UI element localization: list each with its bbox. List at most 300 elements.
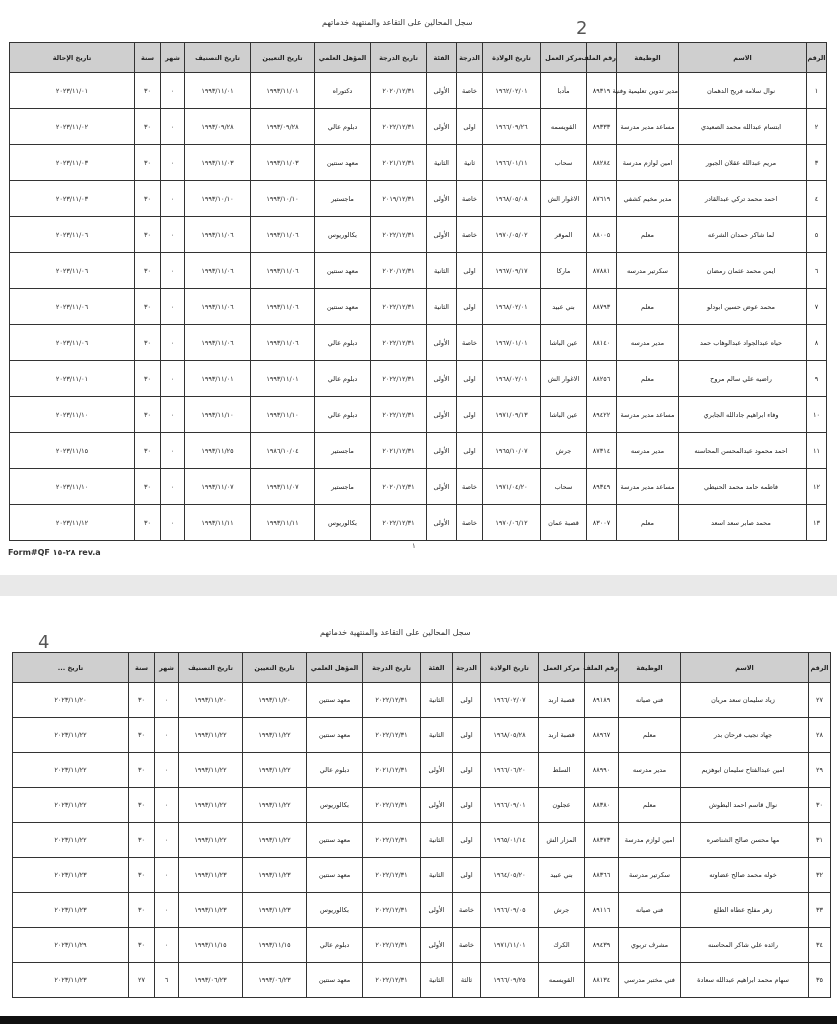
cell-file-number: ٨٩٤٣٩: [585, 928, 619, 963]
cell-retirement-date: ٢٠٢٣/١١/٠٣: [10, 145, 135, 181]
cell-grade-date: ٢٠٢٢/١٢/٣١: [371, 361, 427, 397]
cell-retirement-date: ٢٠٢٣/١١/٢٢: [13, 753, 129, 788]
cell-grade: اولى: [453, 823, 481, 858]
cell-name: محمد عوض حسين ابودلو: [679, 289, 807, 325]
cell-classification-date: ١٩٩٣/١١/٢٠: [179, 683, 243, 718]
cell-qualification: معهد سنتين: [307, 963, 363, 998]
cell-job-title: سكرتير مدرسة: [619, 858, 681, 893]
cell-appointment-date: ١٩٩٣/١١/٠٧: [251, 469, 315, 505]
cell-qualification: معهد سنتين: [307, 858, 363, 893]
cell-appointment-date: ١٩٩٣/١١/٠٦: [251, 289, 315, 325]
cell-retirement-date: ٢٠٢٣/١١/٢٣: [13, 858, 129, 893]
column-header-years: سنة: [135, 43, 161, 73]
page-number: ١: [412, 542, 416, 550]
cell-grade-date: ٢٠٢١/١٢/٣١: [371, 433, 427, 469]
cell-classification-date: ١٩٩٣/١١/٠١: [185, 361, 251, 397]
column-header-months: شهر: [155, 653, 179, 683]
cell-retirement-date: ٢٠٢٣/١١/٠٦: [10, 217, 135, 253]
cell-category: الأولى: [427, 433, 457, 469]
cell-months: ٠: [155, 788, 179, 823]
cell-grade: خاصة: [457, 469, 483, 505]
cell-qualification: معهد سنتين: [307, 718, 363, 753]
cell-name: زهر مفلح عطاه الطلع: [681, 893, 809, 928]
cell-qualification: بكالوريوس: [315, 505, 371, 541]
cell-qualification: معهد سنتين: [315, 145, 371, 181]
cell-retirement-date: ٢٠٢٣/١١/٢٢: [13, 718, 129, 753]
cell-qualification: ماجستير: [315, 469, 371, 505]
cell-classification-date: ١٩٩٣/١١/٢٢: [179, 788, 243, 823]
column-header-number: الرقم: [809, 653, 831, 683]
cell-classification-date: ١٩٩٣/١١/٠٦: [185, 217, 251, 253]
cell-retirement-date: ٢٠٢٣/١١/١٠: [10, 469, 135, 505]
cell-years: ٣٠: [129, 788, 155, 823]
cell-appointment-date: ١٩٩٣/١١/٠٦: [251, 325, 315, 361]
cell-work-center: جرش: [541, 433, 587, 469]
cell-file-number: ٨٩١٨٩: [585, 683, 619, 718]
cell-work-center: ماركا: [541, 253, 587, 289]
cell-grade: اولى: [457, 361, 483, 397]
cell-appointment-date: ١٩٩٣/١١/٢٢: [243, 823, 307, 858]
table-row: [13, 858, 831, 893]
cell-number: ١٢: [807, 469, 827, 505]
cell-name: لما شاكر حمدان الشرعه: [679, 217, 807, 253]
cell-work-center: بني عبيد: [539, 858, 585, 893]
cell-appointment-date: ١٩٩٣/١١/٠١: [251, 361, 315, 397]
table-row: [10, 325, 827, 361]
cell-file-number: ٨٨٩٩٠: [585, 753, 619, 788]
cell-number: ٢٩: [809, 753, 831, 788]
cell-months: ٠: [161, 181, 185, 217]
cell-grade-date: ٢٠٢٢/١٢/٣١: [363, 788, 421, 823]
cell-classification-date: ١٩٩٣/١١/٠٦: [185, 289, 251, 325]
cell-job-title: مدير تدوين تعليمية وفنية: [617, 73, 679, 109]
cell-years: ٣٠: [135, 325, 161, 361]
cell-appointment-date: ١٩٩٣/١١/٠١: [251, 73, 315, 109]
cell-job-title: امين لوازم مدرسة: [619, 823, 681, 858]
cell-job-title: معلم: [617, 217, 679, 253]
cell-months: ٠: [155, 718, 179, 753]
cell-appointment-date: ١٩٩٣/١١/١٥: [243, 928, 307, 963]
cell-grade: اولى: [453, 788, 481, 823]
cell-classification-date: ١٩٩٣/٠٦/٢٣: [179, 963, 243, 998]
cell-name: فاطمه حامد محمد الحنيطي: [679, 469, 807, 505]
cell-file-number: ٨٧٣١٤: [587, 433, 617, 469]
cell-birth-date: ١٩٧١/٠٤/٢٠: [483, 469, 541, 505]
cell-appointment-date: ١٩٩٣/١١/٢٢: [243, 788, 307, 823]
cell-appointment-date: ١٩٩٣/١٠/١٠: [251, 181, 315, 217]
cell-appointment-date: ١٩٩٣/١١/٢٣: [243, 858, 307, 893]
cell-file-number: ٨٨٢٨٤: [587, 145, 617, 181]
cell-appointment-date: ١٩٩٣/١١/٢٠: [243, 683, 307, 718]
cell-classification-date: ١٩٩٣/١١/٢٣: [179, 858, 243, 893]
cell-job-title: مساعد مدير مدرسة: [617, 397, 679, 433]
page-1-handwritten-mark: 2: [576, 18, 588, 39]
cell-work-center: عجلون: [539, 788, 585, 823]
cell-category: الأولى: [421, 928, 453, 963]
cell-years: ٣٠: [129, 753, 155, 788]
cell-work-center: القويسمه: [541, 109, 587, 145]
cell-qualification: ماجستير: [315, 181, 371, 217]
cell-birth-date: ١٩٧١/٠٩/١٣: [483, 397, 541, 433]
cell-birth-date: ١٩٦٦/٠٦/٢٠: [481, 753, 539, 788]
cell-category: الثانية: [427, 289, 457, 325]
cell-category: الثانية: [421, 718, 453, 753]
cell-work-center: السلط: [539, 753, 585, 788]
cell-number: ٥: [807, 217, 827, 253]
cell-classification-date: ١٩٩٣/١١/٢٢: [179, 718, 243, 753]
table-row: [13, 683, 831, 718]
table-row: [10, 289, 827, 325]
cell-grade-date: ٢٠٢٠/١٢/٣١: [371, 73, 427, 109]
column-header-category: الفئة: [421, 653, 453, 683]
cell-months: ٠: [161, 289, 185, 325]
column-header-classification-date: تاريخ التصنيف: [179, 653, 243, 683]
cell-file-number: ٨٨٣٦٦: [585, 858, 619, 893]
cell-work-center: قصبة اربد: [539, 718, 585, 753]
cell-grade-date: ٢٠٢٢/١٢/٣١: [363, 893, 421, 928]
cell-job-title: مدير مخيم كشفي: [617, 181, 679, 217]
cell-retirement-date: ٢٠٢٣/١١/٠٦: [10, 253, 135, 289]
column-header-work-center: مركز العمل: [539, 653, 585, 683]
cell-months: ٠: [161, 109, 185, 145]
cell-grade-date: ٢٠٢٠/١٢/٣١: [371, 253, 427, 289]
column-header-birth-date: تاريخ الولادة: [481, 653, 539, 683]
cell-category: الأولى: [427, 505, 457, 541]
cell-grade-date: ٢٠٢٢/١٢/٣١: [371, 325, 427, 361]
cell-file-number: ٨٩١١٦: [585, 893, 619, 928]
cell-qualification: دبلوم عالي: [315, 361, 371, 397]
cell-birth-date: ١٩٦٤/٠٥/٢٠: [481, 858, 539, 893]
cell-name: سهام محمد ابراهيم عبدالله سعادة: [681, 963, 809, 998]
cell-retirement-date: ٢٠٢٣/١١/٢٠: [13, 683, 129, 718]
cell-months: ٠: [161, 433, 185, 469]
cell-birth-date: ١٩٧٠/٠٦/١٢: [483, 505, 541, 541]
table-header-row: [13, 653, 831, 683]
cell-number: ١: [807, 73, 827, 109]
column-header-retirement-date: تاريخ الإحالة: [10, 43, 135, 73]
cell-appointment-date: ١٩٩٣/١١/٢٢: [243, 753, 307, 788]
column-header-job-title: الوظيفة: [617, 43, 679, 73]
cell-classification-date: ١٩٩٣/١١/٠٦: [185, 325, 251, 361]
cell-years: ٣٠: [135, 289, 161, 325]
cell-job-title: معلم: [617, 289, 679, 325]
cell-grade: اولى: [457, 253, 483, 289]
cell-job-title: مشرف تربوي: [619, 928, 681, 963]
cell-file-number: ٨٨٩٦٧: [585, 718, 619, 753]
cell-number: ١١: [807, 433, 827, 469]
cell-work-center: سحاب: [541, 145, 587, 181]
cell-grade-date: ٢٠٢٢/١٢/٣١: [363, 683, 421, 718]
cell-number: ٣٣: [809, 893, 831, 928]
cell-classification-date: ١٩٩٣/١١/١١: [185, 505, 251, 541]
table-row: [10, 397, 827, 433]
cell-appointment-date: ١٩٩٣/١١/٠٦: [251, 217, 315, 253]
cell-birth-date: ١٩٦٨/٠٥/٢٨: [481, 718, 539, 753]
cell-classification-date: ١٩٩٣/١١/١٠: [185, 397, 251, 433]
cell-birth-date: ١٩٦٨/٠٢/٠١: [483, 361, 541, 397]
cell-years: ٣٠: [129, 718, 155, 753]
retirees-table-2: [12, 652, 831, 998]
cell-name: احمد محمد تركي عبدالقادر: [679, 181, 807, 217]
cell-classification-date: ١٩٩٣/٠٩/٢٨: [185, 109, 251, 145]
cell-name: نوال قاسم احمد البطوش: [681, 788, 809, 823]
cell-category: الثانية: [427, 253, 457, 289]
cell-appointment-date: ١٩٩٣/١١/٢٢: [243, 718, 307, 753]
cell-months: ٠: [161, 397, 185, 433]
cell-grade: اولى: [457, 397, 483, 433]
cell-appointment-date: ١٩٩٣/١١/٠٣: [251, 145, 315, 181]
column-header-work-center: مركز العمل: [541, 43, 587, 73]
cell-grade: اولى: [457, 109, 483, 145]
cell-qualification: دبلوم عالي: [315, 325, 371, 361]
column-header-retirement-date: تاريخ ...: [13, 653, 129, 683]
cell-work-center: الموقر: [541, 217, 587, 253]
cell-birth-date: ١٩٦٦/٠٩/٢٥: [481, 963, 539, 998]
cell-job-title: معلم: [617, 361, 679, 397]
cell-years: ٣٠: [135, 505, 161, 541]
cell-work-center: المزار الش: [539, 823, 585, 858]
cell-number: ٩: [807, 361, 827, 397]
cell-retirement-date: ٢٠٢٣/١١/٢٣: [13, 963, 129, 998]
cell-name: خوله محمد صالح عضاوته: [681, 858, 809, 893]
cell-appointment-date: ١٩٩٣/١١/٠٦: [251, 253, 315, 289]
cell-grade: اولى: [453, 718, 481, 753]
cell-birth-date: ١٩٦٦/٠١/١١: [483, 145, 541, 181]
cell-years: ٣٠: [135, 253, 161, 289]
column-header-name: الاسم: [679, 43, 807, 73]
table-row: [10, 253, 827, 289]
cell-grade-date: ٢٠٢٠/١٢/٣١: [371, 469, 427, 505]
column-header-birth-date: تاريخ الولادة: [483, 43, 541, 73]
cell-name: نوال سلامه فريح الدهمان: [679, 73, 807, 109]
cell-work-center: جرش: [539, 893, 585, 928]
cell-retirement-date: ٢٠٢٣/١١/١٠: [10, 397, 135, 433]
cell-years: ٣٠: [135, 217, 161, 253]
column-header-grade-date: تاريخ الدرجة: [363, 653, 421, 683]
cell-name: مريم عبدالله عقلان الجبور: [679, 145, 807, 181]
table-row: [10, 505, 827, 541]
cell-file-number: ٨٧٦١٩: [587, 181, 617, 217]
table-row: [10, 433, 827, 469]
cell-retirement-date: ٢٠٢٣/١١/٠١: [10, 73, 135, 109]
cell-job-title: مساعد مدير مدرسة: [617, 469, 679, 505]
cell-months: ٠: [155, 753, 179, 788]
cell-grade: خاصة: [453, 893, 481, 928]
cell-years: ٣٠: [135, 145, 161, 181]
cell-classification-date: ١٩٩٣/١١/٢٥: [185, 433, 251, 469]
cell-birth-date: ١٩٦٧/٠١/٠١: [483, 325, 541, 361]
cell-grade-date: ٢٠٢٢/١٢/٣١: [371, 217, 427, 253]
cell-job-title: امين لوازم مدرسة: [617, 145, 679, 181]
cell-months: ٠: [161, 361, 185, 397]
cell-qualification: بكالوريوس: [315, 217, 371, 253]
cell-category: الثانية: [427, 145, 457, 181]
cell-job-title: مدير مدرسه: [619, 753, 681, 788]
cell-file-number: ٨٩٣٣٣: [587, 109, 617, 145]
table-row: [13, 928, 831, 963]
cell-job-title: معلم: [619, 718, 681, 753]
cell-birth-date: ١٩٦٦/٠٩/٠٥: [481, 893, 539, 928]
table-row: [13, 753, 831, 788]
cell-qualification: ماجستير: [315, 433, 371, 469]
cell-classification-date: ١٩٩٣/١١/٠٧: [185, 469, 251, 505]
cell-months: ٠: [161, 253, 185, 289]
cell-qualification: معهد سنتين: [307, 823, 363, 858]
cell-retirement-date: ٢٠٢٣/١١/٢٣: [13, 893, 129, 928]
cell-grade-date: ٢٠٢٢/١٢/٣١: [363, 823, 421, 858]
cell-name: رائده علي شاكر المحاسنه: [681, 928, 809, 963]
cell-qualification: دبلوم عالي: [307, 753, 363, 788]
cell-years: ٢٧: [129, 963, 155, 998]
cell-retirement-date: ٢٠٢٣/١١/٠١: [10, 361, 135, 397]
cell-name: وفاء ابراهيم جادالله الجابري: [679, 397, 807, 433]
column-header-months: شهر: [161, 43, 185, 73]
cell-birth-date: ١٩٦٦/٠٩/٠١: [481, 788, 539, 823]
table-row: [10, 217, 827, 253]
cell-years: ٣٠: [135, 73, 161, 109]
table-row: [13, 788, 831, 823]
column-header-appointment-date: تاريخ التعيين: [243, 653, 307, 683]
cell-months: ٠: [161, 505, 185, 541]
cell-category: الثانية: [421, 963, 453, 998]
cell-work-center: قصبة عمان: [541, 505, 587, 541]
cell-category: الأولى: [427, 73, 457, 109]
table-row: [13, 893, 831, 928]
cell-category: الأولى: [427, 325, 457, 361]
cell-job-title: مساعد مدير مدرسة: [617, 109, 679, 145]
column-header-years: سنة: [129, 653, 155, 683]
cell-months: ٠: [161, 73, 185, 109]
cell-number: ١٠: [807, 397, 827, 433]
cell-number: ٨: [807, 325, 827, 361]
form-code: Form#QF ٢٨-١٥ rev.a: [8, 548, 101, 557]
cell-work-center: عين الباشا: [541, 397, 587, 433]
cell-work-center: بني عبيد: [541, 289, 587, 325]
cell-category: الأولى: [427, 397, 457, 433]
cell-job-title: فني صيانه: [619, 893, 681, 928]
cell-retirement-date: ٢٠٢٣/١١/٠٦: [10, 325, 135, 361]
cell-number: ٣٥: [809, 963, 831, 998]
page-2-handwritten-mark: 4: [38, 632, 50, 653]
column-header-classification-date: تاريخ التصنيف: [185, 43, 251, 73]
cell-category: الأولى: [427, 109, 457, 145]
cell-work-center: مأدبا: [541, 73, 587, 109]
cell-grade-date: ٢٠١٩/١٢/٣١: [371, 181, 427, 217]
cell-category: الثانية: [421, 823, 453, 858]
cell-appointment-date: ١٩٩٣/١١/١٠: [251, 397, 315, 433]
cell-birth-date: ١٩٦٨/٠٢/٠١: [483, 289, 541, 325]
cell-name: امين عبدالفتاح سليمان ابوهزيم: [681, 753, 809, 788]
cell-years: ٣٠: [135, 433, 161, 469]
cell-category: الأولى: [421, 788, 453, 823]
cell-years: ٣٠: [135, 361, 161, 397]
cell-grade: ثانية: [457, 145, 483, 181]
cell-job-title: فني صيانه: [619, 683, 681, 718]
cell-file-number: ٨٩٤٢٢: [587, 397, 617, 433]
table-row: [13, 718, 831, 753]
cell-work-center: القويسمه: [539, 963, 585, 998]
cell-work-center: قصبة اربد: [539, 683, 585, 718]
cell-category: الأولى: [427, 469, 457, 505]
cell-grade-date: ٢٠٢٢/١٢/٣١: [371, 289, 427, 325]
cell-grade: اولى: [453, 858, 481, 893]
table-row: [13, 823, 831, 858]
cell-file-number: ٨٧٨٨١: [587, 253, 617, 289]
cell-retirement-date: ٢٠٢٣/١١/١٢: [10, 505, 135, 541]
cell-grade: خاصة: [457, 325, 483, 361]
table-row: [10, 109, 827, 145]
cell-category: الأولى: [421, 893, 453, 928]
cell-job-title: مدير مدرسه: [617, 325, 679, 361]
cell-months: ٠: [155, 683, 179, 718]
cell-file-number: ٨٨١٣٤: [585, 963, 619, 998]
cell-birth-date: ١٩٦٦/٠٢/٠٧: [481, 683, 539, 718]
cell-years: ٣٠: [129, 928, 155, 963]
cell-birth-date: ١٩٦٥/٠١/١٤: [481, 823, 539, 858]
cell-name: ابتسام عبدالله محمد الصعيدي: [679, 109, 807, 145]
cell-work-center: الكرك: [539, 928, 585, 963]
cell-retirement-date: ٢٠٢٣/١١/١٥: [10, 433, 135, 469]
cell-months: ٠: [155, 893, 179, 928]
page-separator: [0, 575, 837, 596]
cell-number: ٣١: [809, 823, 831, 858]
cell-category: الأولى: [427, 217, 457, 253]
cell-birth-date: ١٩٦٥/١٠/٠٧: [483, 433, 541, 469]
cell-grade-date: ٢٠٢٢/١٢/٣١: [371, 109, 427, 145]
column-header-number: الرقم: [807, 43, 827, 73]
cell-file-number: ٨٨١٤٠: [587, 325, 617, 361]
cell-qualification: بكالوريوس: [307, 893, 363, 928]
cell-classification-date: ١٩٩٣/١١/٢٢: [179, 753, 243, 788]
cell-months: ٠: [161, 325, 185, 361]
cell-classification-date: ١٩٩٣/١١/٠١: [185, 73, 251, 109]
cell-category: الأولى: [427, 361, 457, 397]
cell-number: ٢٧: [809, 683, 831, 718]
cell-name: احمد محمود عبدالمحسن المحاسنه: [679, 433, 807, 469]
cell-appointment-date: ١٩٩٣/١١/٢٣: [243, 893, 307, 928]
column-header-grade: الدرجة: [453, 653, 481, 683]
cell-retirement-date: ٢٠٢٣/١١/٠٢: [10, 109, 135, 145]
column-header-name: الاسم: [681, 653, 809, 683]
cell-work-center: عين الباشا: [541, 325, 587, 361]
cell-years: ٣٠: [135, 397, 161, 433]
cell-number: ٢: [807, 109, 827, 145]
cell-months: ٠: [155, 823, 179, 858]
cell-grade: اولى: [457, 289, 483, 325]
cell-name: حياه عبدالجواد عبدالوهاب حمد: [679, 325, 807, 361]
cell-grade: اولى: [457, 433, 483, 469]
cell-number: ٣: [807, 145, 827, 181]
cell-name: راضيه علي سالم مروح: [679, 361, 807, 397]
cell-grade-date: ٢٠٢٢/١٢/٣١: [363, 718, 421, 753]
retirees-table-1: [9, 42, 827, 541]
cell-work-center: سحاب: [541, 469, 587, 505]
column-header-grade-date: تاريخ الدرجة: [371, 43, 427, 73]
cell-job-title: سكرتير مدرسه: [617, 253, 679, 289]
page-2-title: سجل المحالين على التقاعد والمنتهية خدماتهم: [320, 628, 471, 637]
cell-qualification: دكتوراه: [315, 73, 371, 109]
cell-birth-date: ١٩٦٨/٠٥/٠٨: [483, 181, 541, 217]
column-header-qualification: المؤهل العلمي: [307, 653, 363, 683]
cell-number: ٢٨: [809, 718, 831, 753]
cell-grade: خاصة: [457, 73, 483, 109]
cell-category: الثانية: [421, 858, 453, 893]
screen-bottom-bar: [0, 1016, 837, 1024]
cell-grade: اولى: [453, 753, 481, 788]
cell-category: الأولى: [427, 181, 457, 217]
cell-classification-date: ١٩٩٣/١١/٢٢: [179, 823, 243, 858]
page-1-title: سجل المحالين على التقاعد والمنتهية خدماتهم: [322, 18, 473, 27]
